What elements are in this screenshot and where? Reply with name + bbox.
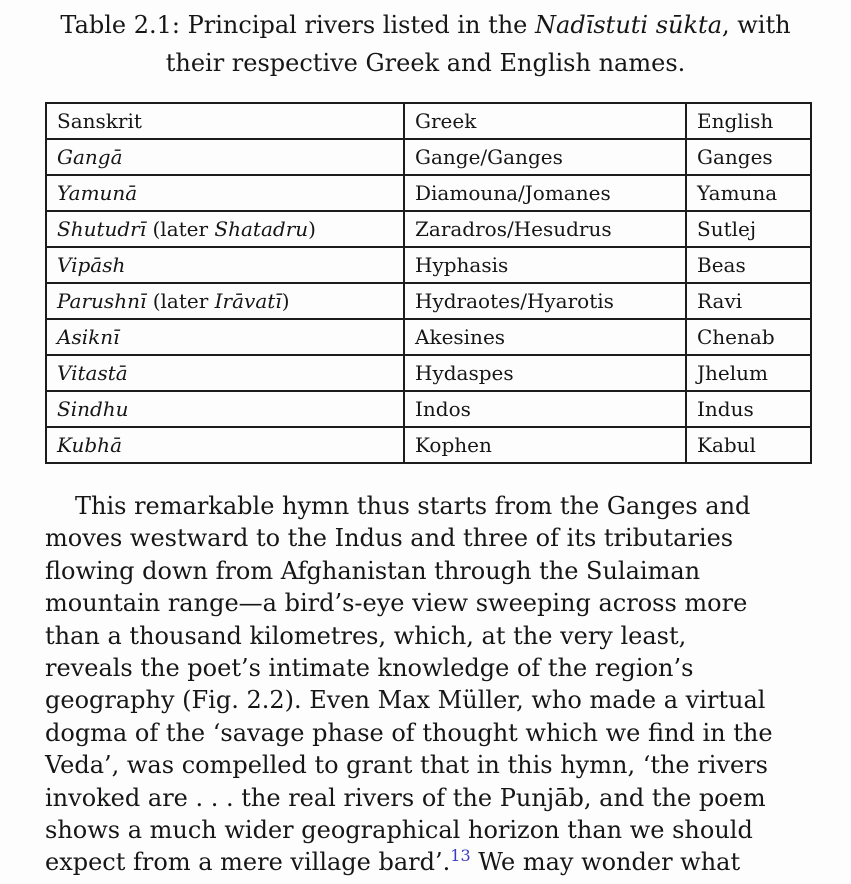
text-run: This remarkable hymn thus starts from the Ganges and bbox=[75, 492, 751, 520]
text-line bbox=[45, 749, 811, 781]
italic-text: Parushnī bbox=[57, 289, 147, 313]
caption-line bbox=[0, 44, 851, 82]
italic-text: Shutudrī bbox=[57, 217, 147, 241]
text-run: Veda’, was compelled to grant that in this hymn, ‘the rivers bbox=[45, 751, 768, 780]
cell-sanskrit bbox=[46, 427, 404, 463]
cell-greek: Gange/Ganges bbox=[404, 139, 686, 175]
cell-english: Sutlej bbox=[686, 211, 811, 247]
italic-text: Nadīstuti sūkta bbox=[535, 11, 722, 39]
text-run: mountain range—a bird’s-eye view sweeping across more bbox=[45, 589, 748, 618]
table-row bbox=[46, 391, 811, 427]
italic-text: Yamunā bbox=[57, 181, 138, 205]
column-header-greek: Greek bbox=[404, 103, 686, 139]
text-run: , with bbox=[722, 11, 791, 39]
text-line bbox=[45, 587, 811, 619]
text-run: ) bbox=[281, 289, 290, 313]
text-run: geography (Fig. 2.2). Even Max Müller, who made a virtual bbox=[45, 686, 766, 715]
text-run: (later bbox=[146, 289, 215, 313]
cell-sanskrit bbox=[46, 391, 404, 427]
text-run: than a thousand kilometres, which, at the very least, bbox=[45, 621, 687, 650]
cell-sanskrit bbox=[46, 247, 404, 283]
cell-greek: Hydraotes/Hyarotis bbox=[404, 283, 686, 319]
text-line bbox=[45, 814, 811, 846]
cell-english: Kabul bbox=[686, 427, 811, 463]
cell-sanskrit bbox=[46, 175, 404, 211]
text-line bbox=[45, 490, 811, 522]
text-run: Table 2.1: Principal rivers listed in the bbox=[60, 11, 536, 39]
cell-english: Chenab bbox=[686, 319, 811, 355]
text-line bbox=[45, 782, 811, 814]
italic-text: Vipāsh bbox=[57, 253, 126, 277]
cell-sanskrit bbox=[46, 283, 404, 319]
cell-sanskrit bbox=[46, 355, 404, 391]
italic-text: Sindhu bbox=[57, 397, 129, 421]
text-run: moves westward to the Indus and three of its tributaries bbox=[45, 524, 734, 553]
text-run: flowing down from Afghanistan through the Sulaiman bbox=[45, 556, 701, 585]
column-header-sanskrit: Sanskrit bbox=[46, 103, 404, 139]
cell-greek: Diamouna/Jomanes bbox=[404, 175, 686, 211]
text-run: dogma of the ‘savage phase of thought which we find in the bbox=[45, 718, 773, 747]
text-line bbox=[45, 620, 811, 652]
text-run: ) bbox=[308, 217, 316, 241]
table-row bbox=[46, 355, 811, 391]
text-line bbox=[45, 846, 811, 878]
cell-english: Yamuna bbox=[686, 175, 811, 211]
table-row bbox=[46, 247, 811, 283]
cell-greek: Hydaspes bbox=[404, 355, 686, 391]
text-run: (later bbox=[146, 217, 215, 241]
table-row bbox=[46, 175, 811, 211]
cell-greek: Hyphasis bbox=[404, 247, 686, 283]
text-run: their respective Greek and English names. bbox=[165, 49, 686, 77]
cell-english: Beas bbox=[686, 247, 811, 283]
text-run: We may wonder what bbox=[470, 848, 741, 877]
table-header-row bbox=[46, 103, 811, 139]
cell-english: Ravi bbox=[686, 283, 811, 319]
text-run: invoked are . . . the real rivers of the Punjāb, and the poem bbox=[45, 783, 766, 812]
table-row bbox=[46, 283, 811, 319]
cell-sanskrit bbox=[46, 319, 404, 355]
table-row bbox=[46, 427, 811, 463]
cell-greek: Indos bbox=[404, 391, 686, 427]
rivers-table bbox=[45, 102, 812, 464]
text-line bbox=[45, 522, 811, 554]
table-row bbox=[46, 319, 811, 355]
italic-text: Kubhā bbox=[57, 433, 122, 457]
text-line bbox=[45, 555, 811, 587]
italic-text: Gangā bbox=[57, 145, 123, 169]
text-run: shows a much wider geographical horizon than we should bbox=[45, 816, 753, 845]
text-line bbox=[45, 652, 811, 684]
cell-english: Ganges bbox=[686, 139, 811, 175]
cell-greek: Akesines bbox=[404, 319, 686, 355]
footnote-ref[interactable]: 13 bbox=[450, 846, 471, 866]
text-run: expect from a mere village bard’. bbox=[45, 848, 451, 877]
table-row bbox=[46, 139, 811, 175]
table-caption bbox=[0, 6, 851, 82]
caption-line bbox=[0, 6, 851, 44]
italic-text: Irāvatī bbox=[214, 289, 282, 313]
text-line bbox=[45, 684, 811, 716]
cell-greek: Zaradros/Hesudrus bbox=[404, 211, 686, 247]
cell-english: Jhelum bbox=[686, 355, 811, 391]
body-paragraph bbox=[45, 490, 811, 879]
text-run: reveals the poet’s intimate knowledge of the region’s bbox=[45, 654, 694, 683]
table-row bbox=[46, 211, 811, 247]
cell-sanskrit bbox=[46, 211, 404, 247]
cell-english: Indus bbox=[686, 391, 811, 427]
italic-text: Vitastā bbox=[57, 361, 128, 385]
italic-text: Shatadru bbox=[214, 217, 309, 241]
column-header-english: English bbox=[686, 103, 811, 139]
cell-greek: Kophen bbox=[404, 427, 686, 463]
cell-sanskrit bbox=[46, 139, 404, 175]
text-line bbox=[45, 717, 811, 749]
italic-text: Asiknī bbox=[57, 325, 120, 349]
